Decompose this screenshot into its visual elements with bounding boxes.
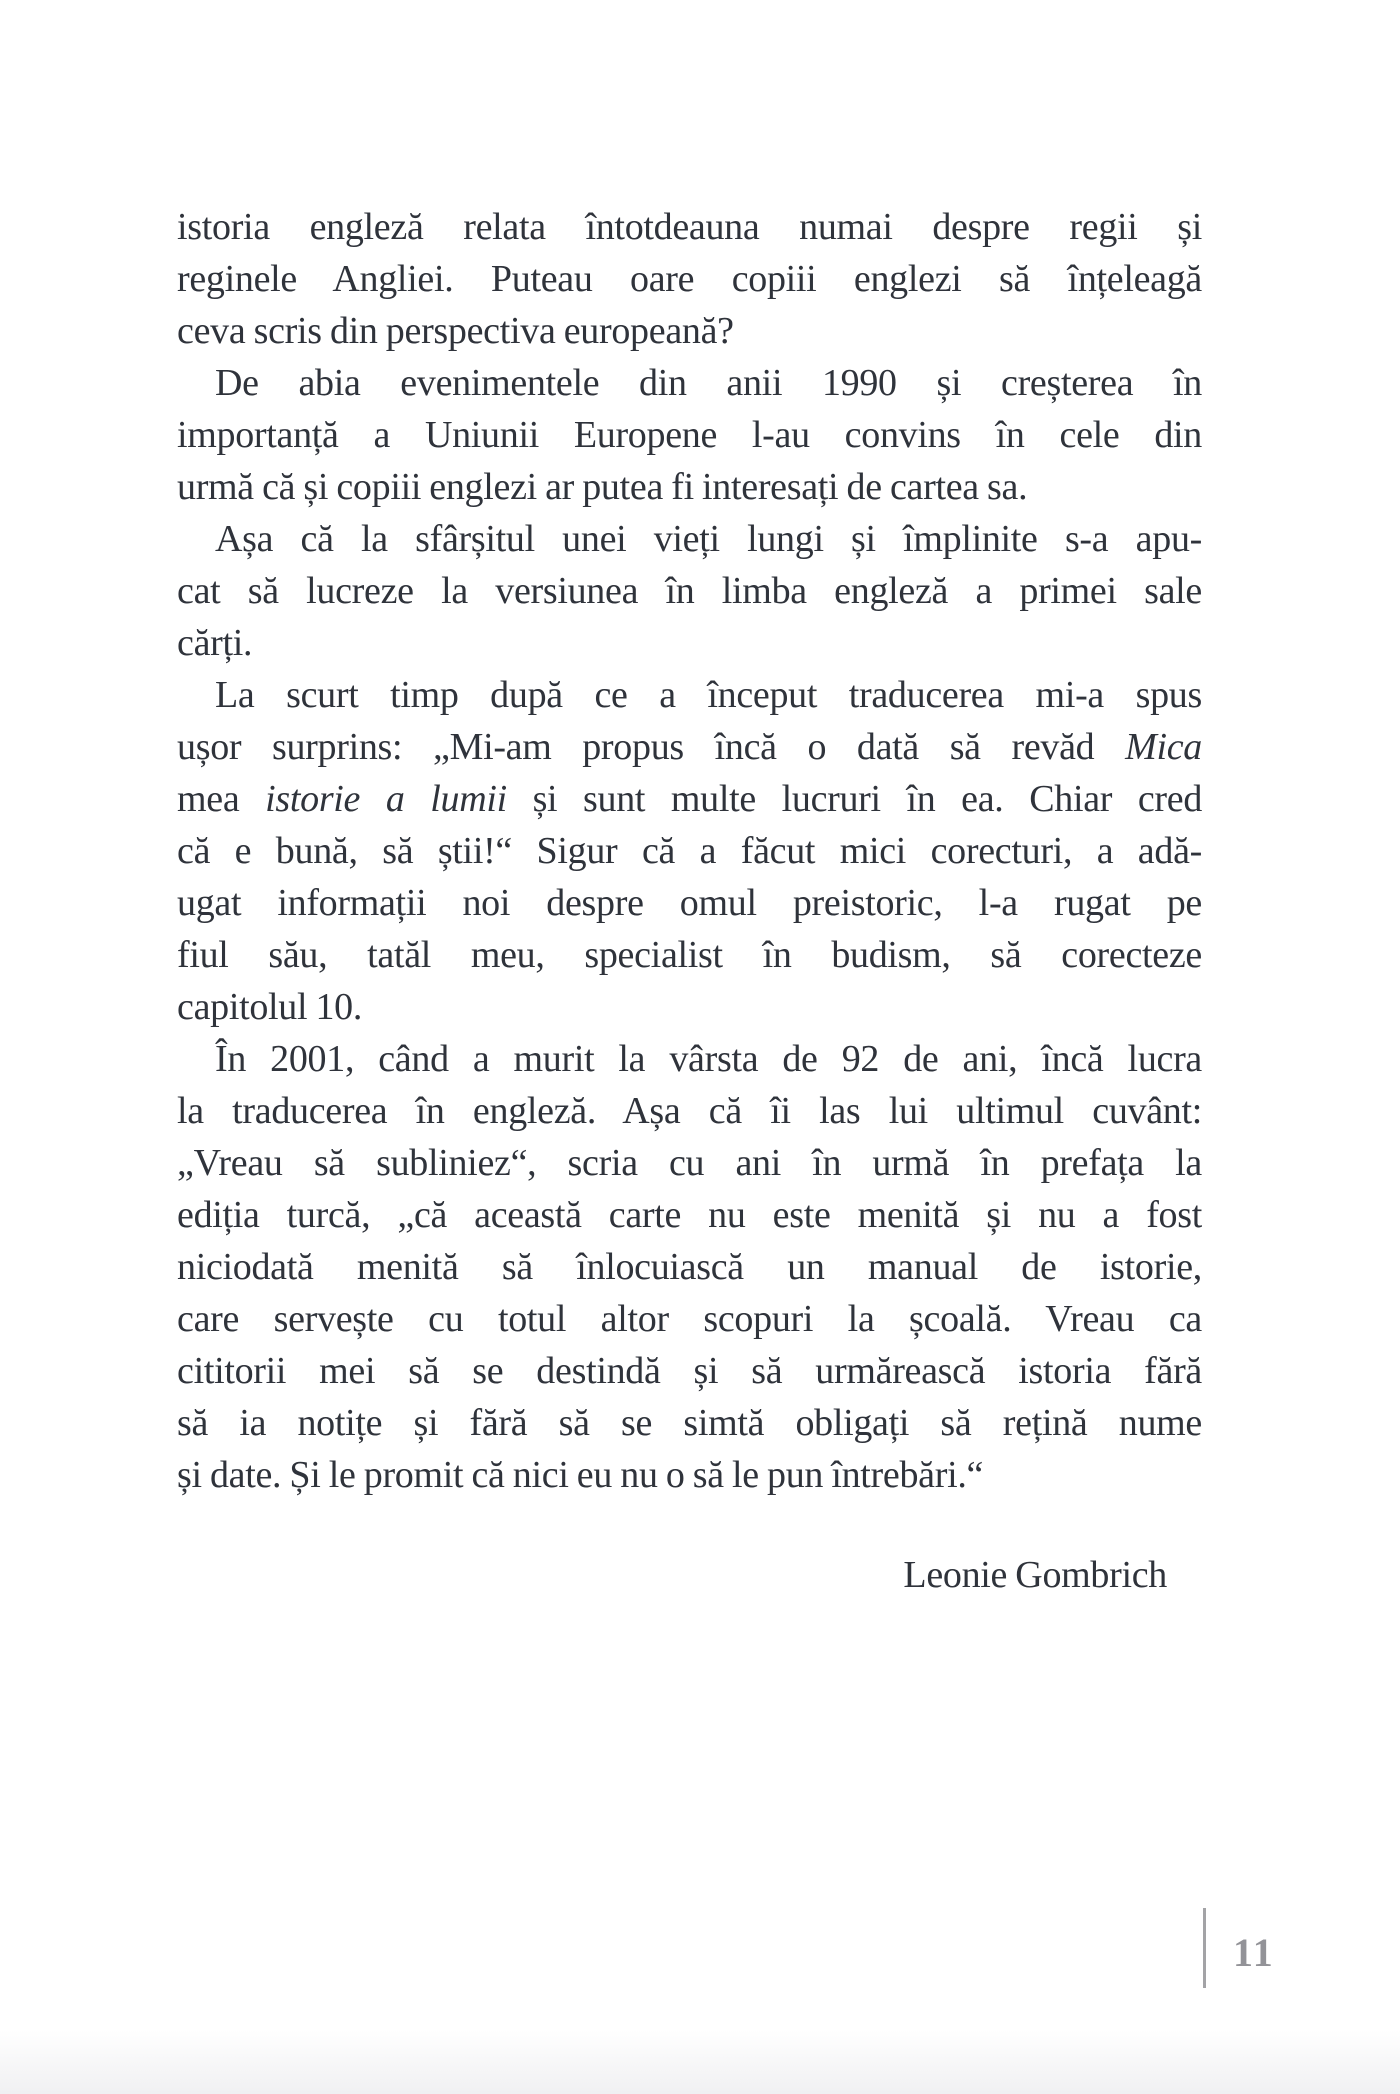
paragraph: [177, 513, 1202, 669]
text-line: urmă că și copiii englezi ar putea fi interesați de cartea sa.: [177, 466, 1028, 508]
text-line: În 2001, când a murit la vârsta de 92 de ani, încă lucra: [215, 1038, 1202, 1080]
text-line: care servește cu totul altor scopuri la școală. Vreau ca: [177, 1298, 1202, 1340]
text-line: cat să lucreze la versiunea în limba engleză a primei sale: [177, 570, 1202, 612]
text-line: ediția turcă, „că această carte nu este menită și nu a fost: [177, 1194, 1202, 1236]
paragraph: [177, 1033, 1202, 1501]
text-line: să ia notițe și fără să se simtă obligați să rețină nume: [177, 1402, 1202, 1444]
text-column: [177, 201, 1202, 1601]
paragraph: [177, 357, 1202, 513]
text-line: De abia evenimentele din anii 1990 și creșterea în: [215, 362, 1202, 404]
text-line: La scurt timp după ce a început traducerea mi-a spus: [215, 674, 1202, 716]
text-line: importanță a Uniunii Europene l-au convins în cele din: [177, 414, 1202, 456]
page-bottom-shadow: [0, 2030, 1400, 2094]
text-line: cititorii mei să se destindă și să urmărească istoria fără: [177, 1350, 1202, 1392]
text-line: că e bună, să știi!“ Sigur că a făcut mici corecturi, a adă-: [177, 830, 1202, 872]
text-line: Așa că la sfârșitul unei vieți lungi și împlinite s-a apu-: [215, 518, 1202, 560]
italic-text: istorie a lumii: [265, 778, 507, 820]
text-line: cărți.: [177, 622, 253, 664]
italic-text: Mica: [1125, 726, 1202, 768]
page-number-rule: [1203, 1908, 1206, 1988]
text-line: mea istorie a lumii și sunt multe lucruri în ea. Chiar cred: [177, 778, 1202, 820]
text-line: „Vreau să subliniez“, scria cu ani în urmă în prefața la: [177, 1142, 1202, 1184]
page-number: 11: [1233, 1930, 1275, 1975]
text-line: fiul său, tatăl meu, specialist în budism, să corecteze: [177, 934, 1202, 976]
text-line: ușor surprins: „Mi-am propus încă o dată să revăd Mica: [177, 726, 1202, 768]
text-line: capitolul 10.: [177, 986, 363, 1028]
text-line: ceva scris din perspectiva europeană?: [177, 310, 734, 352]
paragraph: [177, 669, 1202, 1033]
body-text: [177, 201, 1202, 1501]
text-line: ugat informații noi despre omul preistoric, l-a rugat pe: [177, 882, 1202, 924]
text-line: la traducerea în engleză. Așa că îi las lui ultimul cuvânt:: [177, 1090, 1202, 1132]
text-line: reginele Angliei. Puteau oare copiii englezi să înțeleagă: [177, 258, 1202, 300]
signature: Leonie Gombrich: [903, 1554, 1167, 1596]
paragraph: [177, 201, 1202, 357]
text-line: și date. Și le promit că nici eu nu o să le pun întrebări.“: [177, 1454, 984, 1496]
text-line: istoria engleză relata întotdeauna numai despre regii și: [177, 206, 1202, 248]
text-line: niciodată menită să înlocuiască un manual de istorie,: [177, 1246, 1202, 1288]
